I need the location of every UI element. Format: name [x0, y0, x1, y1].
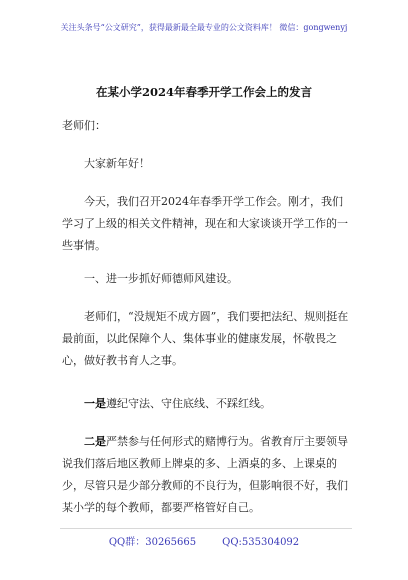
point-one-paragraph — [62, 393, 352, 415]
greeting-paragraph: 大家新年好！ — [84, 157, 150, 170]
point-two-lead: 二是 — [84, 435, 106, 448]
section-heading: 一、进一步抓好师德师风建设。 — [84, 272, 238, 285]
footer-contact — [0, 533, 408, 548]
footer-divider — [60, 528, 352, 529]
point-two-text: 严禁参与任何形式的赌博行为。省教育厅主要领导说我们落后地区教师上牌桌的多、上酒桌的多、上课桌的少，尽管只是少部分教师的不良行为，但影响很不好，我们某小学的每个教师，都要严格管好自己。 — [62, 435, 348, 514]
footer-qq-group: QQ群：30265665 — [108, 537, 197, 548]
point-one-lead: 一是 — [84, 397, 106, 410]
point-two-paragraph — [62, 431, 352, 519]
page-title: 在某小学2024年春季开学工作会上的发言 — [95, 85, 312, 99]
intro-paragraph: 今天，我们召开2024年春季开学工作会。刚才，我们学习了上级的相关文件精神，现在和大家谈谈开学工作的一些事情。 — [62, 195, 348, 252]
footer-qq: QQ:535304092 — [222, 537, 300, 548]
header-notice: 关注头条号“公文研究”，获得最新最全最专业的公文资料库！ 微信：gongwenyj — [60, 23, 348, 32]
rules-paragraph: 老师们，“没规矩不成方圆”，我们要把法纪、规则挺在最前面，以此保障个人、集体事业的健康发展，怀敬畏之心，做好教书育人之事。 — [62, 310, 349, 367]
point-one-text: 遵纪守法、守住底线、不踩红线。 — [106, 397, 271, 410]
salutation: 老师们： — [62, 119, 106, 132]
